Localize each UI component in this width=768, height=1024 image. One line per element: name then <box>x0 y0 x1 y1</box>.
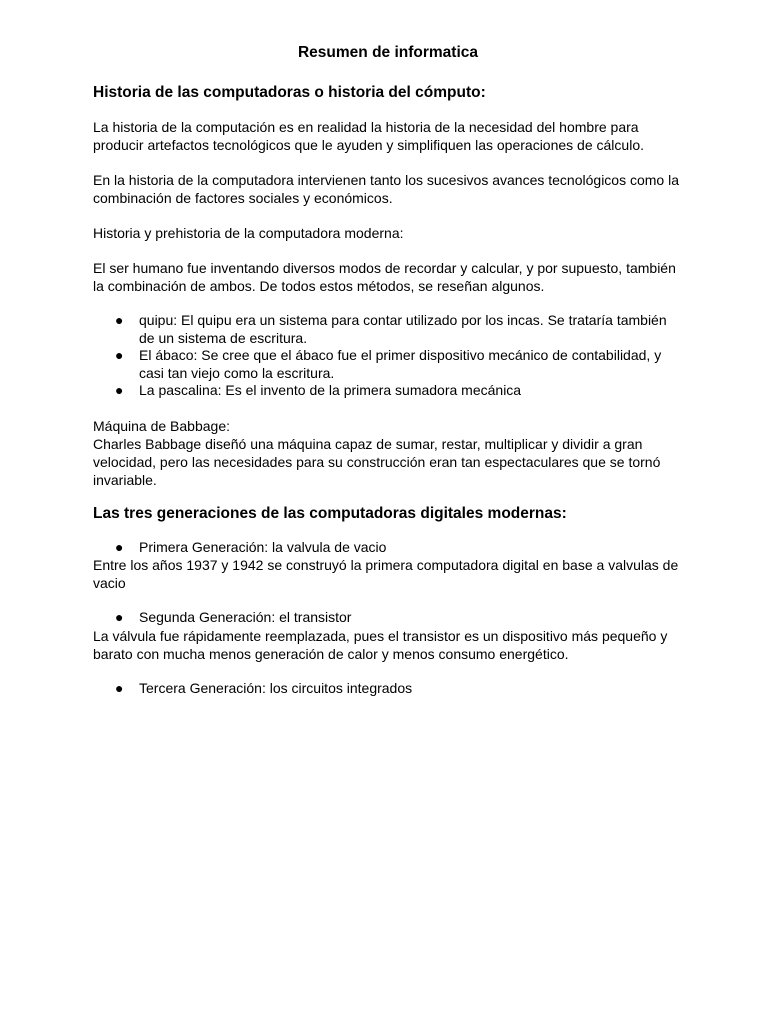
bullet-icon: ● <box>115 679 124 696</box>
paragraph-history-factors: En la historia de la computadora intervienen tanto los sucesivos avances tecnológicos como la combinación de factores sociales y económicos. <box>93 172 679 206</box>
document-content <box>93 42 683 697</box>
section-heading-history: Historia de las computadoras o historia del cómputo: <box>93 84 486 101</box>
list-item-text: Primera Generación: la valvula de vacio <box>139 538 387 555</box>
paragraph-generation-2: La válvula fue rápidamente reemplazada, pues el transistor es un dispositivo más pequeño y barato con mucha menos generación de calor y menos consumo energético. <box>93 627 668 662</box>
paragraph-babbage-text: Charles Babbage diseñó una máquina capaz de sumar, restar, multiplicar y dividir a gran velocidad, pero las necesidades para su construcción eran tan espectaculares que se tornó invariable. <box>93 435 661 488</box>
list-item <box>93 609 683 627</box>
section-heading-generations: Las tres generaciones de las computadoras digitales modernas: <box>93 504 567 522</box>
bullet-icon: ● <box>115 538 124 555</box>
bullet-list-generation-2 <box>93 609 683 627</box>
paragraph-babbage-label: Máquina de Babbage: <box>93 417 230 434</box>
list-item-text: Segunda Generación: el transistor <box>139 609 352 625</box>
list-item <box>93 312 683 347</box>
list-item-text: La pascalina: Es el invento de la primera sumadora mecánica <box>139 382 522 398</box>
bullet-list-methods <box>93 312 683 400</box>
bullet-icon: ● <box>115 312 124 328</box>
paragraph-prehistory-label: Historia y prehistoria de la computadora moderna: <box>93 225 404 241</box>
list-item <box>93 539 683 557</box>
bullet-icon: ● <box>115 609 124 625</box>
paragraph-generation-1: Entre los años 1937 y 1942 se construyó la primera computadora digital en base a valvulas de vacio <box>93 557 679 591</box>
bullet-icon: ● <box>115 382 124 398</box>
paragraph-history-intro: La historia de la computación es en realidad la historia de la necesidad del hombre para producir artefactos tecnológicos que le ayuden y simplifiquen las operaciones de cálculo. <box>93 119 644 153</box>
list-item-text: quipu: El quipu era un sistema para contar utilizado por los incas. Se trataría también de un sistema de escritura. <box>139 312 667 346</box>
list-item-text: Tercera Generación: los circuitos integrados <box>139 679 413 696</box>
list-item <box>93 382 683 400</box>
list-item <box>93 347 683 382</box>
bullet-icon: ● <box>115 347 124 363</box>
document-title: Resumen de informatica <box>297 44 479 61</box>
list-item <box>93 680 683 698</box>
bullet-list-generation-3 <box>93 680 683 698</box>
bullet-list-generation-1 <box>93 539 683 557</box>
list-item-text: El ábaco: Se cree que el ábaco fue el primer dispositivo mecánico de contabilidad, y casi tan viejo como la escritura. <box>139 347 662 381</box>
paragraph-methods: El ser humano fue inventando diversos modos de recordar y calcular, y por supuesto, también la combinación de ambos. De todos estos métodos, se reseñan algunos. <box>93 260 676 294</box>
